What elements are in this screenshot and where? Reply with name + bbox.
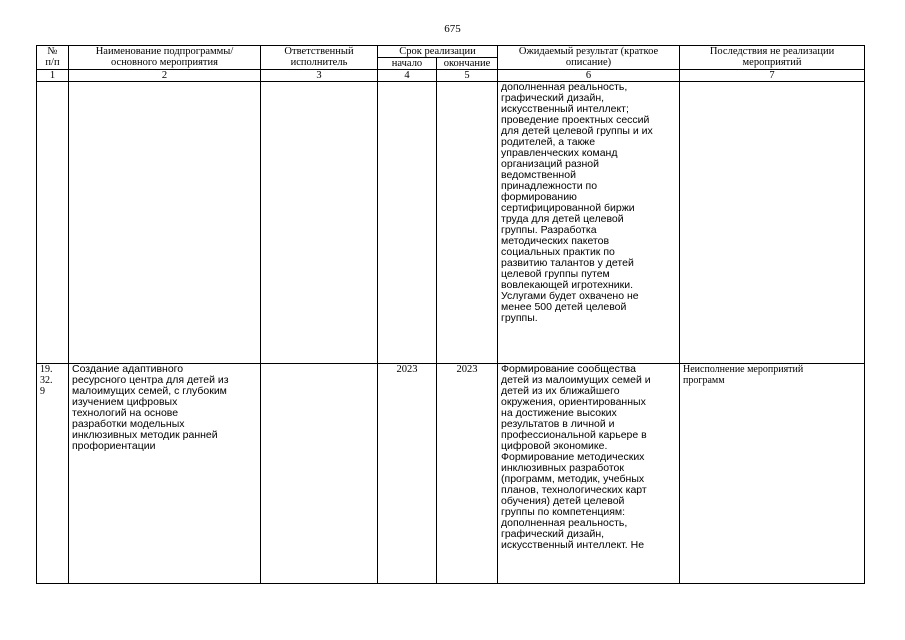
row-num: 19. 32. 9 bbox=[37, 364, 69, 584]
row-start bbox=[378, 82, 437, 364]
header-end: окончание bbox=[437, 58, 498, 70]
column-number: 5 bbox=[437, 70, 498, 82]
row-result: Формирование сообщества детей из малоимущих семей и детей из их ближайшего окружения, ориентированных на достижение высоких результатов в личной и профессиональной карьере в цифровой экономике. Формирование методических инклюзивных разработок (программ, методик, учебных планов, технологических карт обучения) детей целевой группы по компетенциям: дополненная реальность, графический дизайн, искусственный интеллект. Не bbox=[498, 364, 680, 584]
header-consequences: Последствия не реализации мероприятий bbox=[680, 46, 865, 70]
row-end: 2023 bbox=[437, 364, 498, 584]
row-num bbox=[37, 82, 69, 364]
row-end bbox=[437, 82, 498, 364]
column-number-row bbox=[37, 70, 865, 82]
table-row bbox=[37, 82, 865, 364]
column-number: 2 bbox=[69, 70, 261, 82]
row-start: 2023 bbox=[378, 364, 437, 584]
column-number: 1 bbox=[37, 70, 69, 82]
column-number: 4 bbox=[378, 70, 437, 82]
table-row bbox=[37, 364, 865, 584]
header-name: Наименование подпрограммы/ основного мероприятия bbox=[69, 46, 261, 70]
row-result: дополненная реальность, графический дизайн, искусственный интеллект; проведение проектных сессий для детей целевой группы и их родителей, а также управленческих команд организаций разной ведомственной принадлежности по формированию сертифицированной биржи труда для детей целевой группы. Разработка методических пакетов социальных практик по развитию талантов у детей целевой группы путем вовлекающей игротехники. Услугами будет охвачено не менее 500 детей целевой группы. bbox=[498, 82, 680, 364]
row-name: Создание адаптивного ресурсного центра для детей из малоимущих семей, с глубоким изучением цифровых технологий на основе разработки модельных инклюзивных методик ранней профориентации bbox=[69, 364, 261, 584]
column-number: 7 bbox=[680, 70, 865, 82]
column-number: 6 bbox=[498, 70, 680, 82]
row-executor bbox=[261, 82, 378, 364]
header-num: № п/п bbox=[37, 46, 69, 70]
program-measures-table bbox=[36, 45, 865, 584]
header-row bbox=[37, 46, 865, 58]
column-number: 3 bbox=[261, 70, 378, 82]
header-start: начало bbox=[378, 58, 437, 70]
page-number: 675 bbox=[444, 23, 461, 35]
row-consequences bbox=[680, 82, 865, 364]
row-executor bbox=[261, 364, 378, 584]
row-name bbox=[69, 82, 261, 364]
header-result: Ожидаемый результат (краткое описание) bbox=[498, 46, 680, 70]
header-executor: Ответственный исполнитель bbox=[261, 46, 378, 70]
row-consequences: Неисполнение мероприятий программ bbox=[680, 364, 865, 584]
header-period: Срок реализации bbox=[378, 46, 498, 58]
